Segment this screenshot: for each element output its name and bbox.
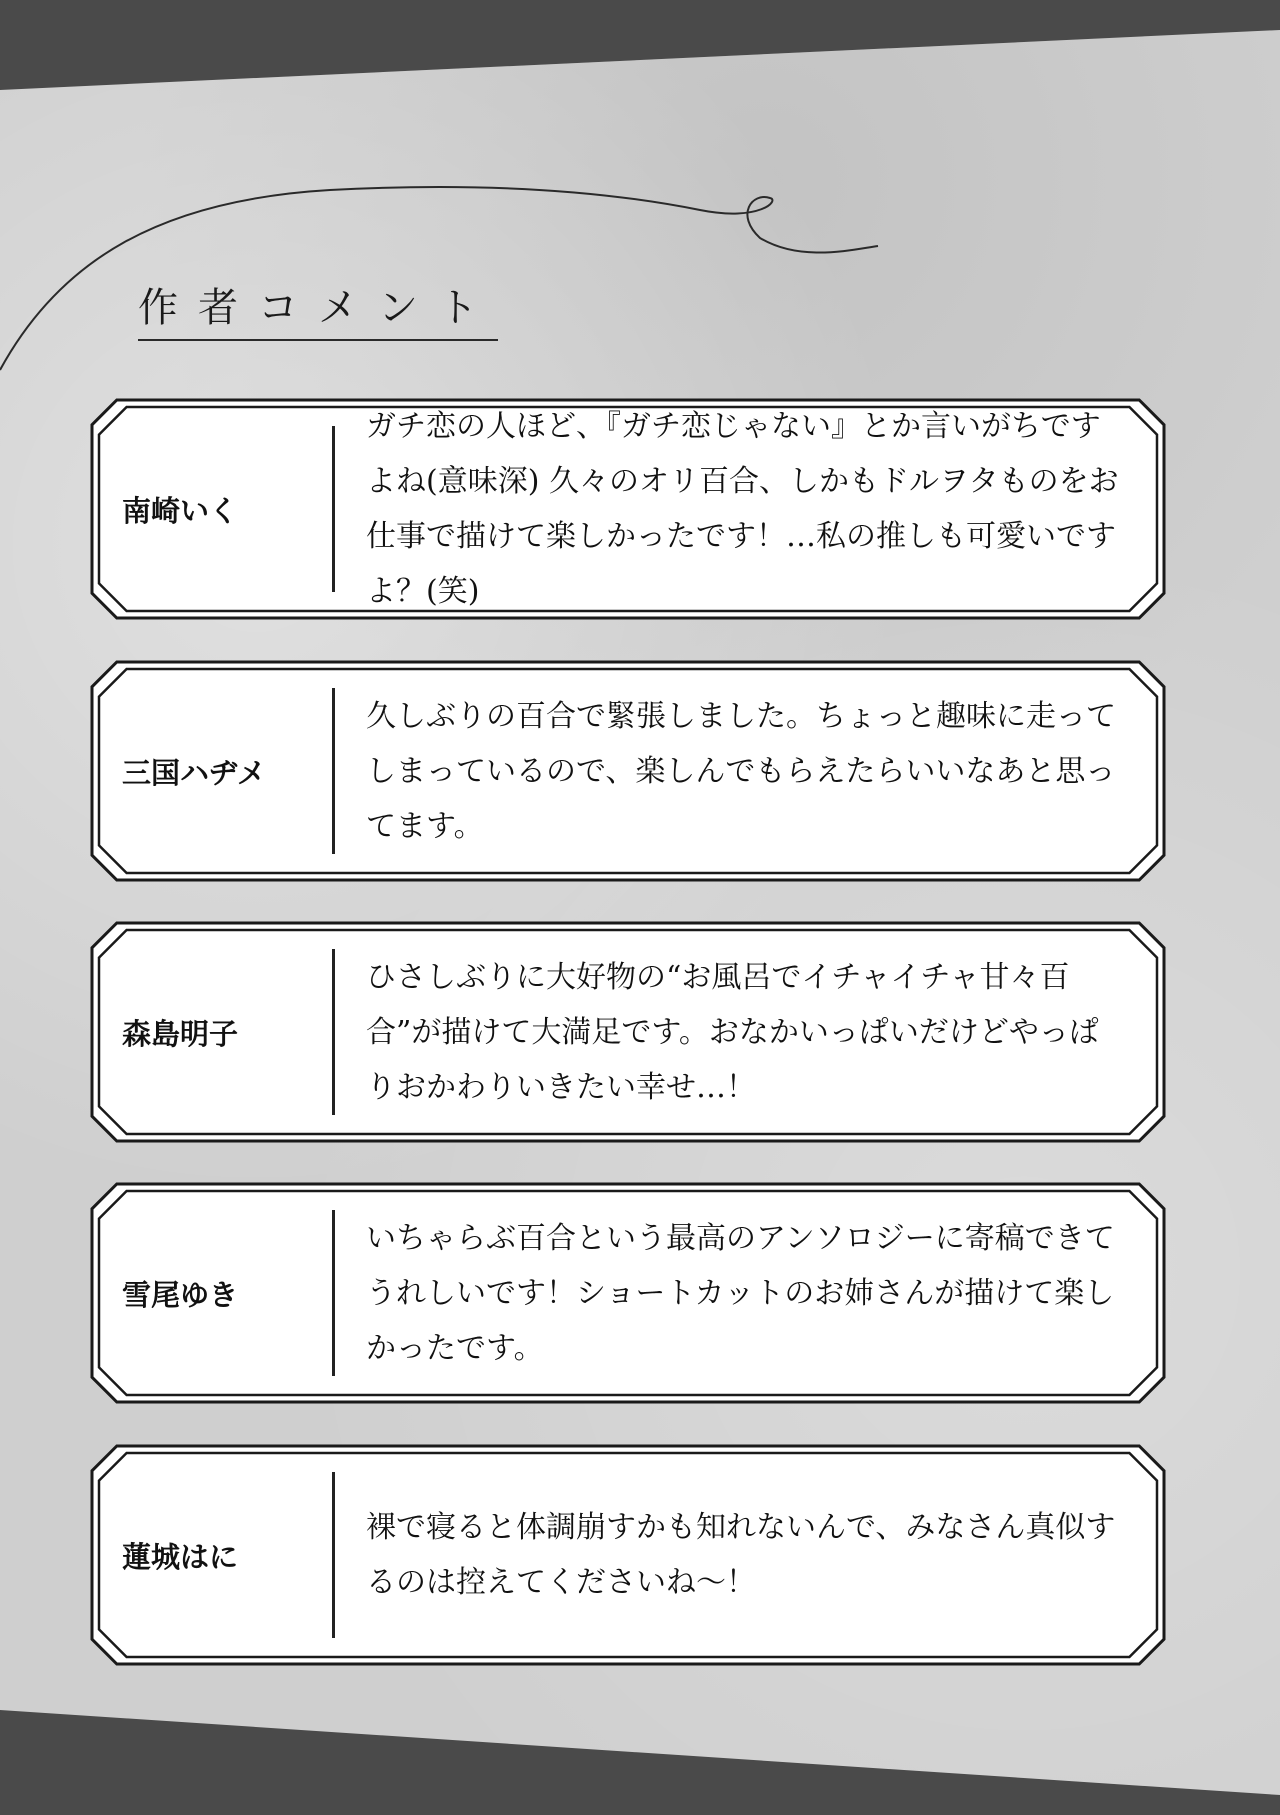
comment-card — [90, 398, 1166, 620]
author-comment: 久しぶりの百合で緊張しました。ちょっと趣味に走ってしまっているので、楽しんでもらえたらいいなあと思ってます。 — [366, 698, 1116, 844]
comment-card — [90, 660, 1166, 882]
author-name: 森島明子 — [122, 1016, 239, 1051]
author-name: 三国ハヂメ — [122, 755, 266, 790]
card-divider — [332, 426, 335, 592]
comment-card — [90, 1182, 1166, 1404]
author-comment: ガチ恋の人ほど、『ガチ恋じゃない』とか言いがちですよね(意味深) 久々のオリ百合、しかもドルヲタものをお仕事で描けて楽しかったです！…私の推しも可愛いですよ？(笑) — [366, 409, 1119, 609]
author-comment: いちゃらぶ百合という最高のアンソロジーに寄稿できてうれしいです！ショートカットのお姉さんが描けて楽しかったです。 — [366, 1220, 1115, 1366]
author-comment: ひさしぶりに大好物の“お風呂でイチャイチャ甘々百合”が描けて大満足です。おなかいっぱいだけどやっぱりおかわりいきたい幸せ…！ — [366, 959, 1099, 1105]
author-name: 雪尾ゆき — [122, 1277, 239, 1312]
card-divider — [332, 1210, 335, 1376]
author-name: 蓮城はに — [122, 1539, 239, 1574]
comment-card — [90, 1444, 1166, 1666]
page-title: 作者コメント — [138, 276, 498, 341]
card-divider — [332, 949, 335, 1115]
author-comment: 裸で寝ると体調崩すかも知れないんで、みなさん真似するのは控えてくださいね～！ — [366, 1510, 1116, 1600]
card-divider — [332, 688, 335, 854]
card-divider — [332, 1472, 335, 1638]
comment-card — [90, 921, 1166, 1143]
author-name: 南崎いく — [122, 493, 239, 528]
